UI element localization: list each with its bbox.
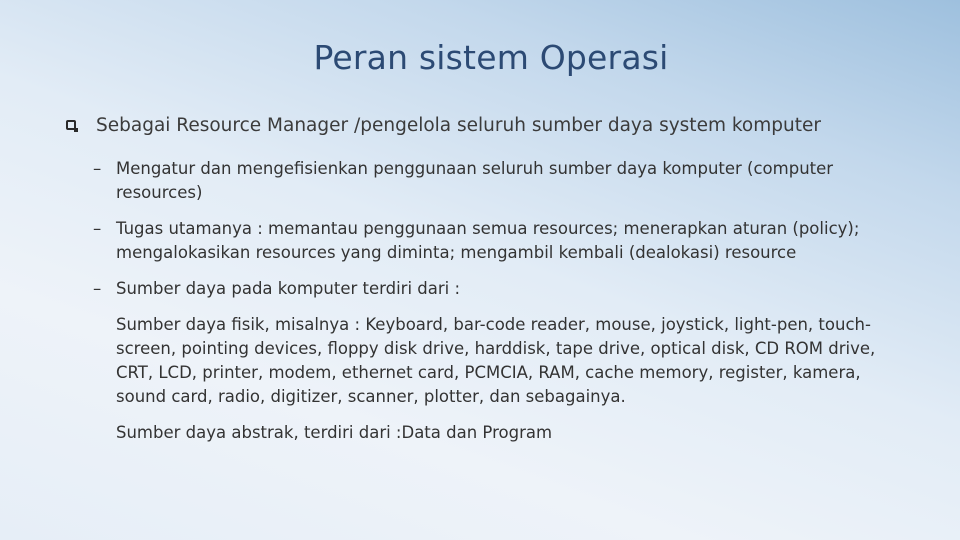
sub-bullet-2	[93, 217, 873, 265]
sub-bullet-3	[93, 277, 873, 301]
checkbox-bullet-icon	[66, 120, 76, 130]
paragraph-abstract-resources: Sumber daya abstrak, terdiri dari :Data dan Program	[116, 423, 553, 442]
paragraph-physical-resources: Sumber daya fisik, misalnya : Keyboard, bar-code reader, mouse, joystick, light-pen, touch-screen, pointing devices, floppy disk drive, harddisk, tape drive, optical disk, CD ROM drive, CRT, LCD, printer, modem, ethernet card, PCMCIA, RAM, cache memory, register, kamera, sound card, radio, digitizer, scanner, plotter, dan sebagainya.	[116, 315, 876, 406]
dash-bullet-icon: –	[93, 279, 102, 298]
sub-bullet-1	[93, 157, 873, 205]
sub-bullet-text: Mengatur dan mengefisienkan penggunaan seluruh sumber daya komputer (computer resources)	[116, 159, 834, 202]
sub-bullet-text: Sumber daya pada komputer terdiri dari :	[116, 279, 461, 298]
sub-bullet-text: Tugas utamanya : memantau penggunaan semua resources; menerapkan aturan (policy); mengalokasikan resources yang diminta; mengambil kembali (dealokasi) resource	[116, 219, 860, 262]
dash-bullet-icon: –	[93, 159, 102, 178]
slide-title: Peran sistem Operasi	[313, 38, 669, 77]
main-bullet-text: Sebagai Resource Manager /pengelola seluruh sumber daya system komputer	[96, 115, 821, 136]
dash-bullet-icon: –	[93, 219, 102, 238]
